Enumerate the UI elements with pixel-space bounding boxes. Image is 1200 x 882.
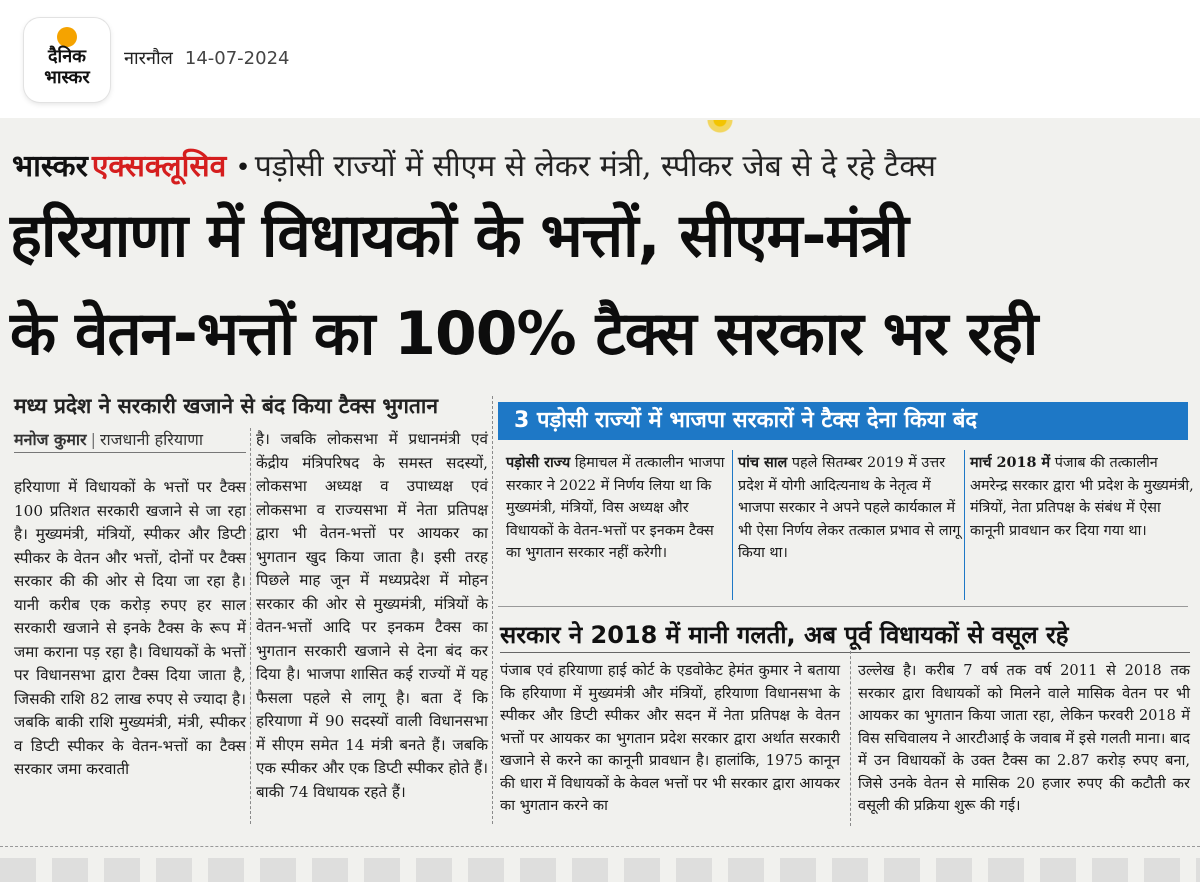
edition-date: 14-07-2024 [184, 48, 290, 69]
divider [498, 606, 1188, 607]
divider [500, 652, 1190, 653]
sun-icon [57, 27, 77, 47]
column-divider [732, 450, 733, 600]
bullet-icon: • [235, 153, 251, 183]
article-column-2: है। जबकि लोकसभा में प्रधानमंत्री एवं केंद्रीय मंत्रिपरिषद के समस्त सदस्यों, लोकसभा अध्यक्ष व उपाध्यक्ष एवं लोकसभा व राज्यसभा में नेता प्रतिपक्ष द्वारा भी वेतन-भत्तों पर आयकर का भुगतान खुद किया जाता है। इसी तरह पिछले माह जून में मध्यप्रदेश में मोहन सरकार की ओर से मुख्यमंत्री, मंत्रियों के वेतन-भत्तों आदि पर इनकम टैक्स का भुगतान सरकारी खजाने से देना बंद कर दिया है। भाजपा शासित कई राज्यों में यह फैसला पहले से लागू है। बता दें कि हरियाणा में 90 सदस्यों वाली विधानसभा में सीएम समेत 14 मंत्री बनते हैं। जबकि एक स्पीकर और एक डिप्टी स्पीकर होते हैं। बाकी 74 विधायक रहते हैं। [256, 430, 488, 801]
box-item-text: पंजाब की तत्कालीन अमरेन्द्र सरकार द्वारा भी प्रदेश के मुख्यमंत्री, मंत्रियों, नेता प्रतिपक्ष के संबंध में ऐसा कानूनी प्रावधान कर दिया गया था। [970, 455, 1194, 539]
box-item-1 [506, 452, 732, 565]
box-item-3 [970, 452, 1196, 542]
box-title-banner: 3 पड़ोसी राज्यों में भाजपा सरकारों ने टैक्स देना किया बंद [498, 402, 1188, 440]
byline-location: राजधानी हरियाणा [99, 430, 203, 449]
author-name: मनोज कुमार [14, 430, 87, 449]
article-column-3: पंजाब एवं हरियाणा हाई कोर्ट के एडवोकेट हेमंत कुमार ने बताया कि हरियाणा में मुख्यमंत्री और मंत्रियों, हरियाणा विधानसभा के स्पीकर और डिप्टी स्पीकर और सदन में नेता प्रतिपक्ष के वेतन भत्तों पर आयकर का भुगतान प्रदेश सरकार द्वारा अर्थात सरकारी खजाने से करने का कानूनी प्रावधान है। हालांकि, 1975 कानून की धारा में विधायकों के केवल भत्तों पर भी सरकार द्वारा आयकर का भुगतान करने का [500, 662, 840, 814]
edition-meta [124, 46, 289, 70]
left-section-heading: मध्य प्रदेश ने सरकारी खजाने से बंद किया टैक्स भुगतान [14, 394, 438, 418]
newspaper-logo[interactable] [24, 18, 110, 102]
box-item-lead: पड़ोसी राज्य [506, 454, 571, 471]
source-header [0, 0, 1200, 118]
kicker-subhead: पड़ोसी राज्यों में सीएम से लेकर मंत्री, स्पीकर जेब से दे रहे टैक्स [254, 149, 936, 184]
edition-city: नारनौल [124, 48, 173, 69]
byline [14, 428, 203, 450]
headline-line-2: के वेतन-भत्तों का 100% टैक्स सरकार भर रही [10, 299, 1038, 369]
box-item-text: हिमाचल में तत्कालीन भाजपा सरकार ने 2022 में निर्णय लिया था कि मुख्यमंत्री, मंत्रियों, विस अध्यक्ष और विधायकों के वेतन-भत्तों पर इनकम टैक्स का भुगतान सरकार नहीं करेगी। [506, 455, 725, 561]
column-divider [850, 646, 851, 826]
byline-separator: | [90, 430, 96, 449]
column-divider [250, 428, 251, 824]
column-divider [492, 396, 493, 824]
kicker-brand: भास्कर [12, 149, 88, 184]
kicker-line [12, 144, 1192, 186]
logo-text-line1: दैनिक [47, 46, 87, 67]
box-item-lead: मार्च 2018 में [970, 454, 1051, 471]
article-column-4: उल्लेख है। करीब 7 वर्ष तक वर्ष 2011 से 2018 तक सरकार द्वारा विधायकों को मिलने वाले मासिक वेतन पर भी आयकर का भुगतान किया जाता रहा, लेकिन फरवरी 2018 में विस सचिवालय ने आरटीआई के जवाब में इसे गलती माना। बाद में उन विधायकों के उक्त टैक्स का 2.87 करोड़ रुपए बना, जिसे उनके वेतन से मासिक 20 हजार रुपए की कटौती कर वसूली की प्रक्रिया शुरू की गई। [858, 662, 1190, 814]
divider [14, 452, 246, 453]
box-item-lead: पांच साल [738, 454, 788, 471]
headline-line-1: हरियाणा में विधायकों के भत्तों, सीएम-मंत्री [10, 201, 908, 271]
article-column-1: हरियाणा में विधायकों के भत्तों पर टैक्स 100 प्रतिशत सरकारी खजाने से जा रहा है। मुख्यमंत्री, मंत्रियों, स्पीकर और डिप्टी स्पीकर के वेतन और भत्तों, दोनों पर टैक्स सरकार की की ओर से दिया जा रहा है। यानी करीब एक करोड़ रुपए हर साल सरकारी खजाने से इनके टैक्स के रूप में जमा कराना पड़ रहा है। विधायकों के भत्तों पर विधानसभा द्वारा टैक्स दिया जाता है, जिसकी राशि 82 लाख रुपए से ज्यादा है। जबकि बाकी राशि मुख्यमंत्री, मंत्री, स्पीकर व डिप्टी स्पीकर के वेतन-भत्तों का टैक्स सरकार जमा करवाती [14, 478, 246, 778]
box-item-2 [738, 452, 964, 565]
cut-off-text-strip [0, 858, 1200, 882]
divider [0, 846, 1200, 847]
secondary-heading: सरकार ने 2018 में मानी गलती, अब पूर्व विधायकों से वसूल रहे [500, 621, 1069, 649]
box-item-text: पहले सितम्बर 2019 में उत्तर प्रदेश में योगी आदित्यनाथ के नेतृत्व में भाजपा सरकार ने अपने पहले कार्यकाल में भी ऐसा निर्णय लेकर तत्काल प्रभाव से लागू किया था। [738, 455, 961, 561]
kicker-exclusive-label: एक्सक्लूसिव [91, 149, 227, 184]
logo-text-line2: भास्कर [44, 67, 90, 88]
column-divider [964, 450, 965, 600]
